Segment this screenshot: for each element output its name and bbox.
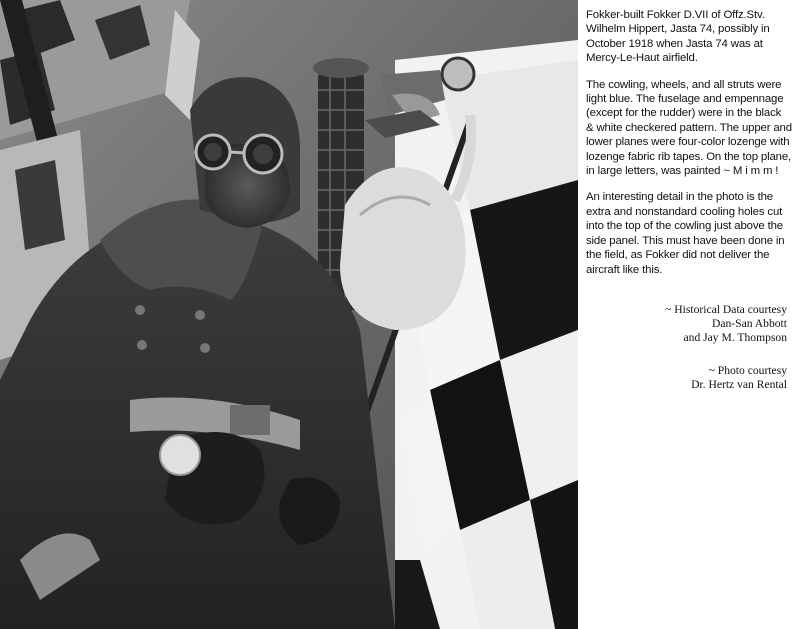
caption-line: An interesting detail in the photo is the [586,191,773,204]
caption-line: into the top of the cowling just above the [586,220,783,233]
caption-line: Wilhelm Hippert, Jasta 74, possibly in [586,23,770,36]
credit-line: and Jay M. Thompson [683,331,787,345]
credit-line: Dan-San Abbott [711,317,787,331]
pilot-head [190,77,300,228]
caption-paragraph-2 [586,78,791,179]
photo-credit [586,364,787,392]
caption-line: side panel. This must have been done in [586,234,785,247]
caption-line: aircraft like this. [586,263,663,276]
credit-line: Dr. Hertz van Rental [691,377,787,391]
caption-line: extra and nonstandard cooling holes cut [586,205,783,218]
caption-line: in large letters, was painted ~ M i m m ! [586,165,779,178]
caption-line: The cowling, wheels, and all struts were [586,78,782,91]
caption-line: (except for the rudder) were in the black [586,107,782,120]
caption-line: Mercy-Le-Haut airfield. [586,52,698,65]
caption-line: lozenge fabric rib tapes. On the top plane, [586,150,792,163]
caption-line: the field, as Fokker did not deliver the [586,249,770,262]
caption-paragraph-3 [586,190,791,276]
credit-line: ~ Historical Data courtesy [665,302,787,316]
caption-paragraph-1 [586,8,791,66]
caption-column [586,8,791,406]
credit-line: ~ Photo courtesy [708,363,787,377]
caption-line: light blue. The fuselage and empennage [586,93,784,106]
caption-line: Fokker-built Fokker D.VII of Offz.Stv. [586,9,765,21]
historical-data-credit [586,303,787,346]
caption-line: October 1918 when Jasta 74 was at [586,37,763,50]
caption-line: lower planes were four-color lozenge with [586,136,790,149]
caption-line: & white checkered pattern. The upper and [586,121,792,134]
